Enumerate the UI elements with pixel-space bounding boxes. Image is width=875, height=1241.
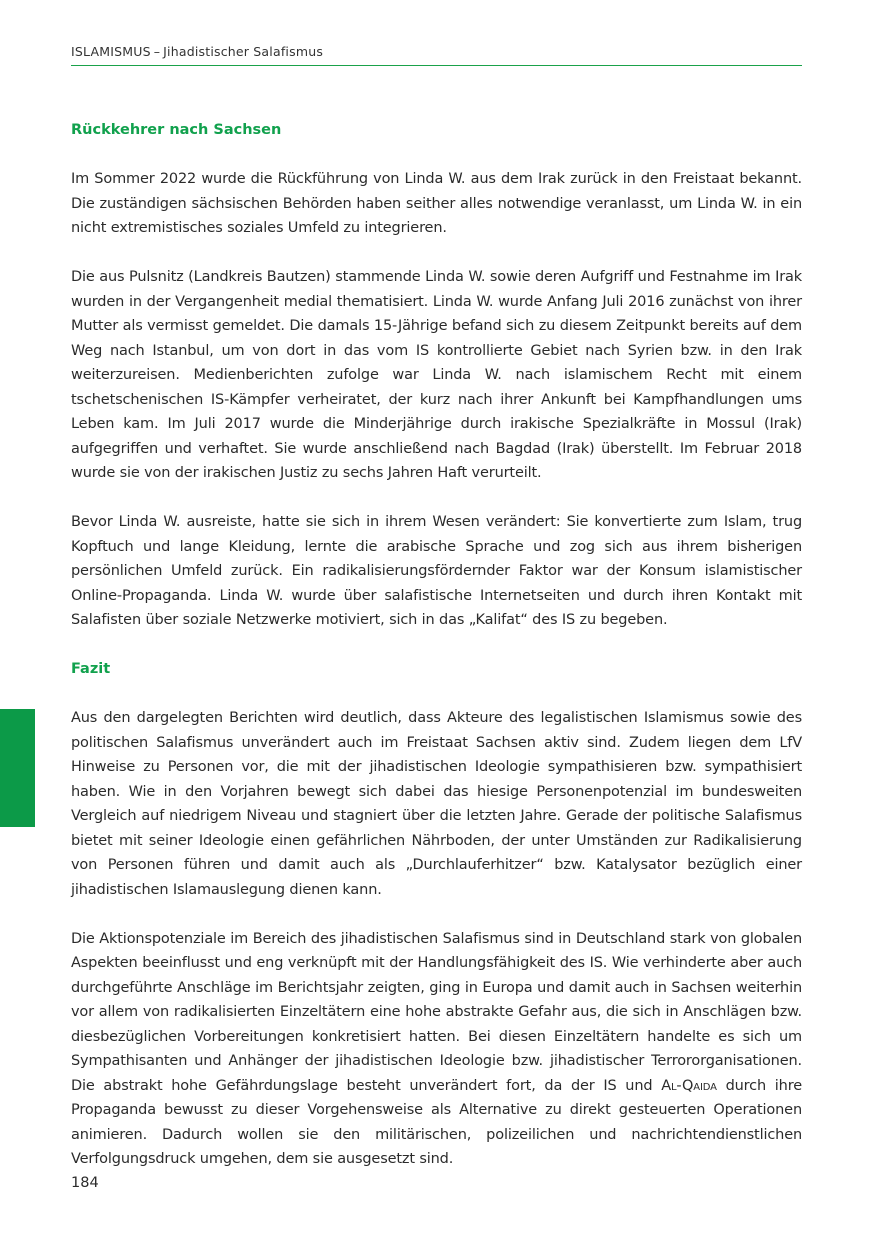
paragraph [71, 927, 802, 1172]
paragraph-text: Die Aktionspotenziale im Bereich des jihadistischen Salafismus sind in Deutschland stark von globalen Aspekten beeinflusst und eng verknüpft mit der Handlungsfähigkeit des IS. Wie verhinderte aber auch durchgeführte Anschläge im Berichtsjahr zeigten, ging in Europa und damit auch in Sachsen weiterhin vor allem von radikalisierten Einzeltätern eine hohe abstrakte Gefahr aus, die sich in Anschlägen bzw. diesbezüglichen Vorbereitungen konkretisiert hatten. Bei diesen Einzeltätern handelte es sich um Sympathisanten und Anhänger der jihadistischen Ideologie bzw. jihadistischer Terrororganisationen. Die abstrakt hohe Gefährdungslage besteht unverändert fort, da der IS und [71, 930, 802, 1094]
page-number: 184 [71, 1175, 99, 1191]
section-heading-rueckkehrer: Rückkehrer nach Sachsen [71, 122, 282, 138]
chapter-side-tab [0, 709, 35, 827]
header-section: ISLAMISMUS [71, 44, 151, 59]
paragraph: Aus den dargelegten Berichten wird deutlich, dass Akteure des legalistischen Islamismus sowie des politischen Salafismus unverändert auch im Freistaat Sachsen aktiv sind. Zudem liegen dem LfV Hinweise zu Personen vor, die mit der jihadistischen Ideologie sympathisieren bzw. sympathisiert haben. Wie in den Vorjahren bewegt sich dabei das hiesige Personenpotenzial im bundesweiten Vergleich auf niedrigem Niveau und stagniert über die letzten Jahre. Gerade der politische Salafismus bietet mit seiner Ideologie einen gefährlichen Nährboden, der unter Umständen zur Radikalisierung von Personen führen und damit auch als „Durchlauferhitzer“ bzw. Katalysator bezüglich einer jihadistischen Islamauslegung dienen kann. [71, 710, 802, 898]
organization-name: Al-Qaida [661, 1077, 717, 1094]
paragraph: Im Sommer 2022 wurde die Rückführung von Linda W. aus dem Irak zurück in den Freistaat bekannt. Die zuständigen sächsischen Behörden haben seither alles notwendige veranlasst, um Linda W. in ein nicht extremistisches soziales Umfeld zu integrieren. [71, 171, 802, 236]
header-subsection: Jihadistischer Salafismus [163, 44, 324, 59]
paragraph-text: durch ihre Propaganda bewusst zu dieser Vorgehensweise als Alternative zu direkt gesteuerten Operationen animieren. Dadurch wollen sie den militärischen, polizeilichen und nachrichtendienstlichen Verfolgungsdruck umgehen, dem sie ausgesetzt sind. [71, 1077, 802, 1167]
running-header [71, 44, 802, 66]
section-heading-fazit: Fazit [71, 661, 111, 677]
header-separator: – [153, 44, 161, 59]
paragraph: Die aus Pulsnitz (Landkreis Bautzen) stammende Linda W. sowie deren Aufgriff und Festnahme im Irak wurden in der Vergangenheit medial thematisiert. Linda W. wurde Anfang Juli 2016 zunächst von ihrer Mutter als vermisst gemeldet. Die damals 15-Jährige befand sich zu diesem Zeitpunkt bereits auf dem Weg nach Istanbul, um von dort in das vom IS kontrollierte Gebiet nach Syrien bzw. in den Irak weiterzureisen. Medienberichten zufolge war Linda W. nach islamischem Recht mit einem tschetschenischen IS-Kämpfer verheiratet, der kurz nach ihrer Ankunft bei Kampfhandlungen ums Leben kam. Im Juli 2017 wurde die Minderjährige durch irakische Spezialkräfte in Mossul (Irak) aufgegriffen und verhaftet. Sie wurde anschließend nach Bagdad (Irak) überstellt. Im Februar 2018 wurde sie von der irakischen Justiz zu sechs Jahren Haft verurteilt. [71, 269, 802, 481]
paragraph: Bevor Linda W. ausreiste, hatte sie sich in ihrem Wesen verändert: Sie konvertierte zum Islam, trug Kopftuch und lange Kleidung, lernte die arabische Sprache und zog sich aus ihrem bisherigen persönlichen Umfeld zurück. Ein radikalisierungsfördernder Faktor war der Konsum islamistischer Online-Propaganda. Linda W. wurde über salafistische Internetseiten und durch ihren Kontakt mit Salafisten über soziale Netzwerke motiviert, sich in das „Kalifat“ des IS zu begeben. [71, 514, 802, 628]
page-content [71, 118, 802, 1172]
